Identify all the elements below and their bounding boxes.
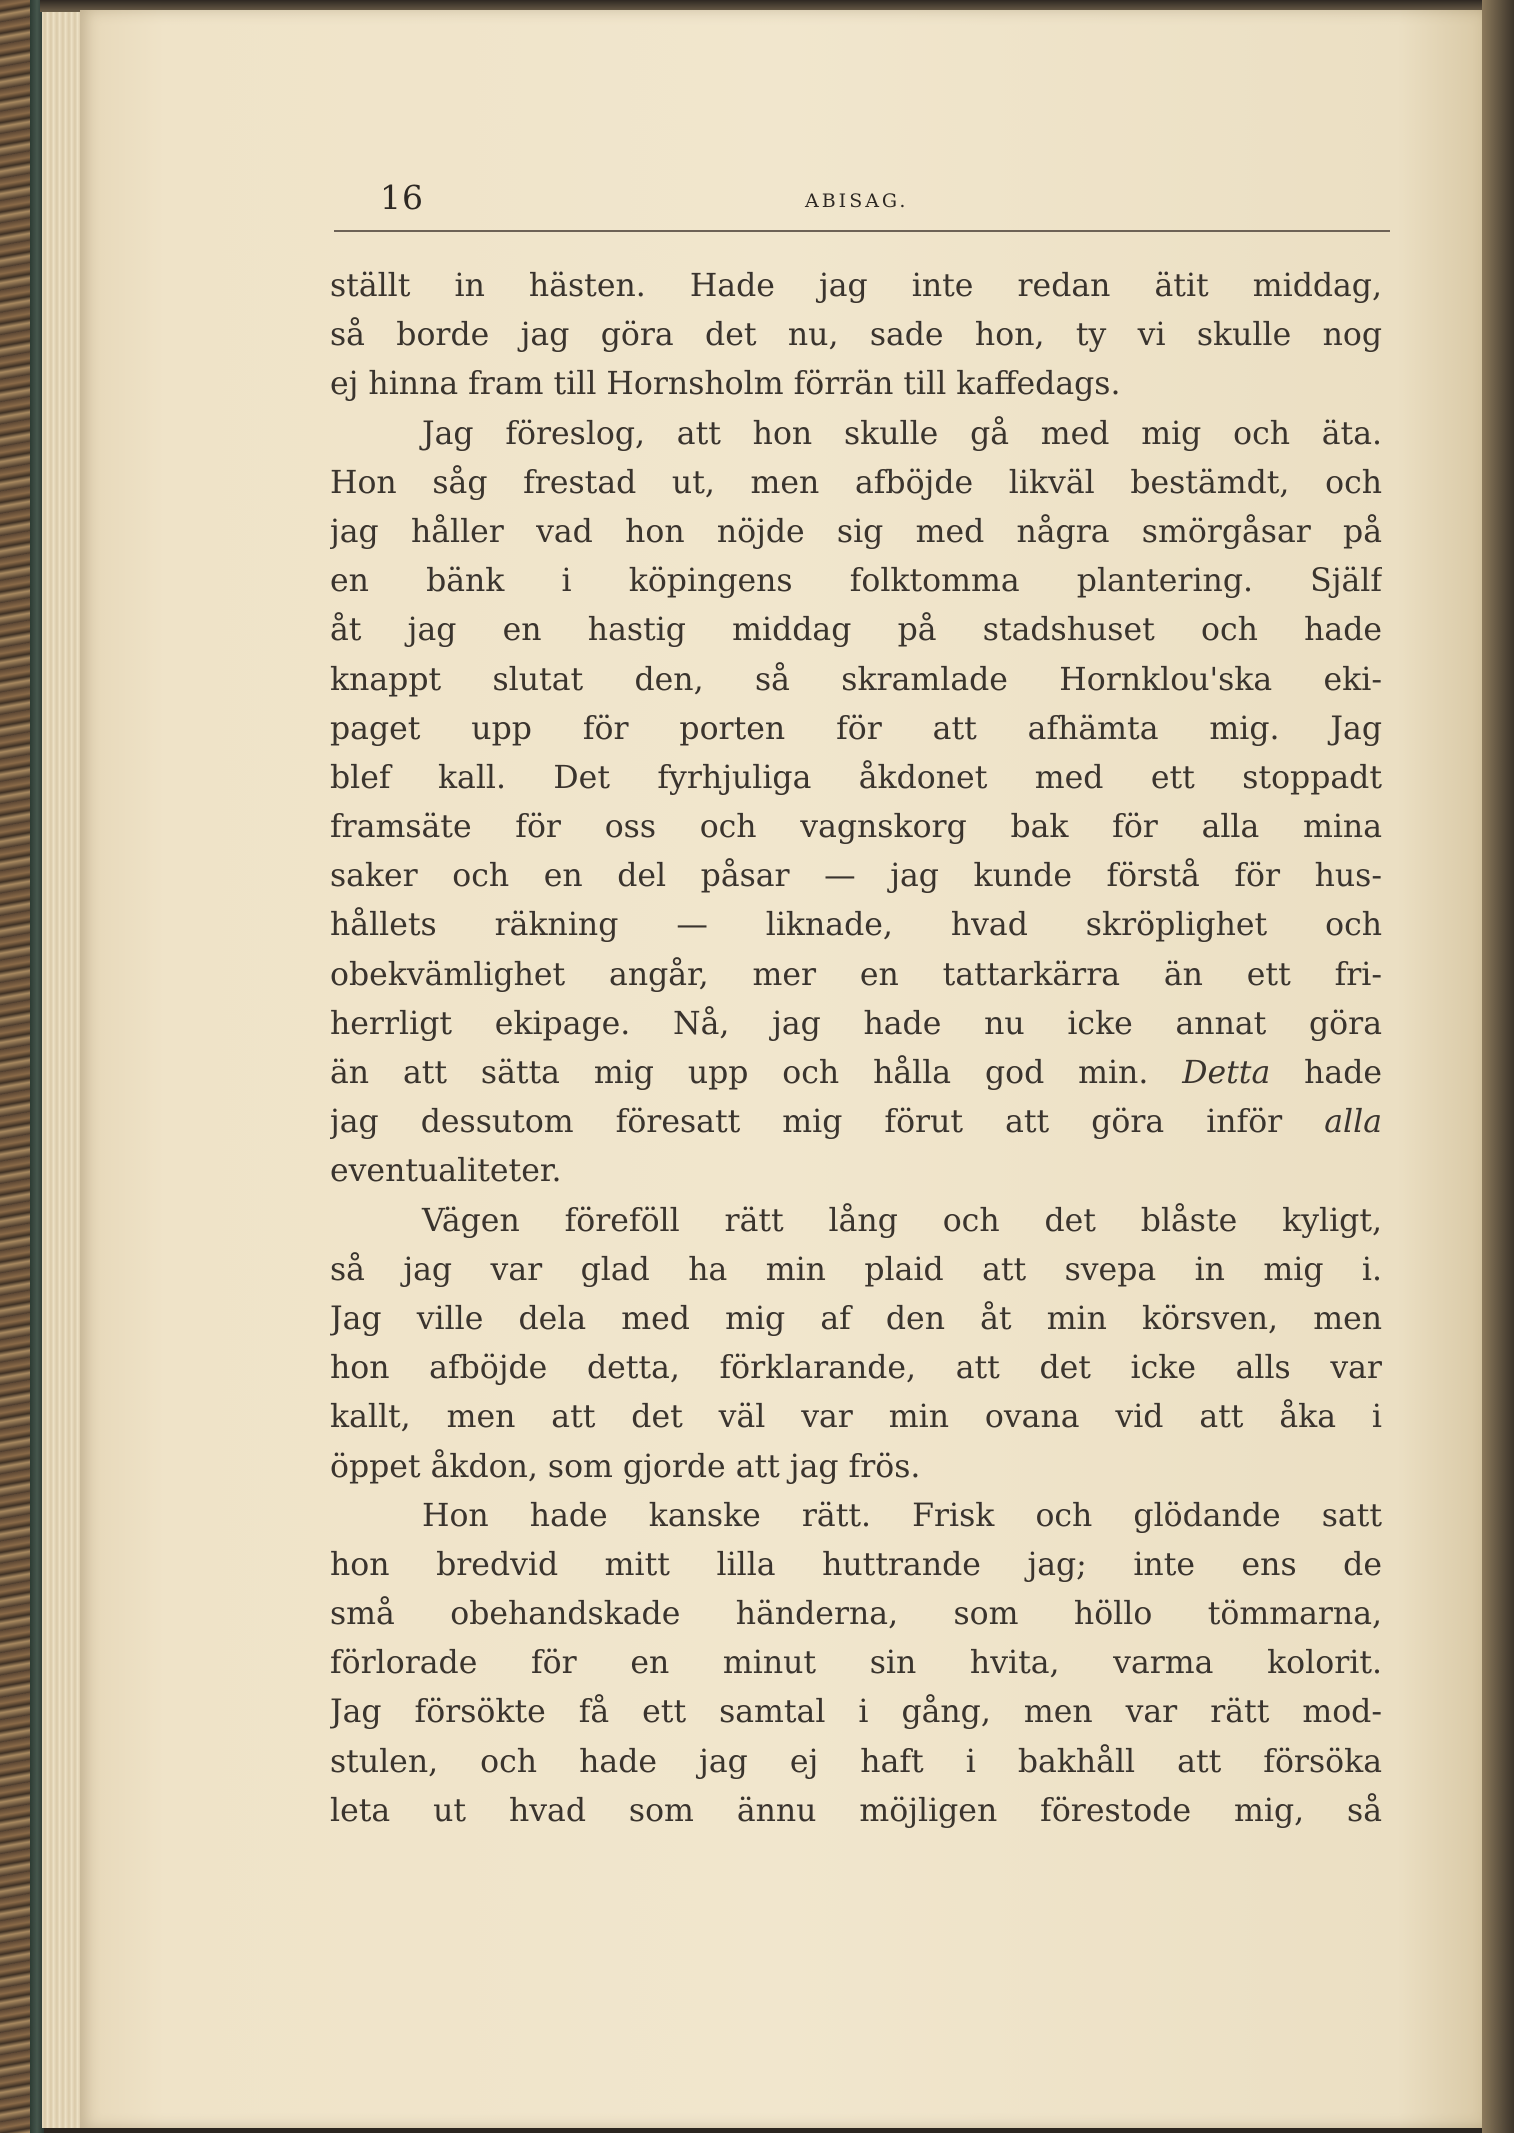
header-rule — [334, 230, 1390, 232]
emphasized-word: Detta — [1182, 1055, 1271, 1091]
text-line: knappt slutat den, så skramlade Hornklou'ska eki- — [330, 661, 1382, 698]
text-line: hon bredvid mitt lilla huttrande jag; inte ens de — [330, 1546, 1382, 1583]
text-line — [330, 1049, 1382, 1098]
text-line: ej hinna fram till Hornsholm förrän till kaffedags. — [330, 366, 1121, 403]
text-line: åt jag en hastig middag på stadshuset och hade — [330, 612, 1382, 649]
emphasized-word: alla — [1324, 1104, 1382, 1141]
text-line: herrligt ekipage. Nå, jag hade nu icke annat göra — [330, 1005, 1382, 1042]
text-segment: hade — [1270, 1055, 1382, 1091]
text-line: så borde jag göra det nu, sade hon, ty vi skulle nog — [330, 317, 1382, 354]
text-line: stulen, och hade jag ej haft i bakhåll att försöka — [330, 1743, 1382, 1780]
text-line: Jag föreslog, att hon skulle gå med mig och äta. — [422, 415, 1382, 452]
text-line: eventualiteter. — [330, 1153, 562, 1190]
text-line: ställt in hästen. Hade jag inte redan ätit middag, — [330, 268, 1382, 304]
text-line: paget upp för porten för att afhämta mig. Jag — [330, 710, 1382, 747]
text-line: Hon hade kanske rätt. Frisk och glödande satt — [422, 1497, 1382, 1534]
text-line: en bänk i köpingens folktomma plantering. Själf — [330, 563, 1382, 600]
text-line: framsäte för oss och vagnskorg bak för alla mina — [330, 809, 1382, 846]
text-line: leta ut hvad som ännu möjligen förestode mig, så — [330, 1792, 1382, 1829]
text-line — [330, 1098, 1382, 1147]
text-segment: jag dessutom föresatt mig förut att göra inför — [330, 1104, 1325, 1141]
text-line: Jag försökte få ett samtal i gång, men var rätt mod- — [330, 1694, 1382, 1731]
text-line: Hon såg frestad ut, men afböjde likväl bestämdt, och — [330, 464, 1382, 501]
body-text — [330, 262, 1382, 1836]
text-line: öppet åkdon, som gjorde att jag frös. — [330, 1448, 921, 1485]
text-line: förlorade för en minut sin hvita, varma kolorit. — [330, 1645, 1382, 1682]
page-header — [330, 178, 1390, 234]
text-line: små obehandskade händerna, som höllo tömmarna, — [330, 1596, 1382, 1633]
running-title: ABISAG. — [805, 190, 909, 212]
text-line: så jag var glad ha min plaid att svepa in mig i. — [330, 1251, 1382, 1288]
text-line: hon afböjde detta, förklarande, att det icke alls var — [330, 1350, 1382, 1387]
text-line: jag håller vad hon nöjde sig med några smörgåsar på — [330, 513, 1382, 550]
text-line: hållets räkning — liknade, hvad skröplighet och — [330, 907, 1382, 944]
text-line: kallt, men att det väl var min ovana vid att åka i — [330, 1399, 1382, 1436]
text-line: saker och en del påsar — jag kunde förstå för hus- — [330, 858, 1382, 895]
text-segment: än att sätta mig upp och hålla god min. — [330, 1055, 1183, 1091]
text-line: Jag ville dela med mig af den åt min körsven, men — [330, 1300, 1382, 1337]
text-line: Vägen föreföll rätt lång och det blåste kyligt, — [422, 1202, 1382, 1239]
text-line: blef kall. Det fyrhjuliga åkdonet med ett stoppadt — [330, 759, 1382, 796]
text-line: obekvämlighet angår, mer en tattarkärra än ett fri- — [330, 956, 1382, 993]
right-page-edge — [1482, 0, 1514, 2133]
page-number: 16 — [380, 178, 424, 217]
